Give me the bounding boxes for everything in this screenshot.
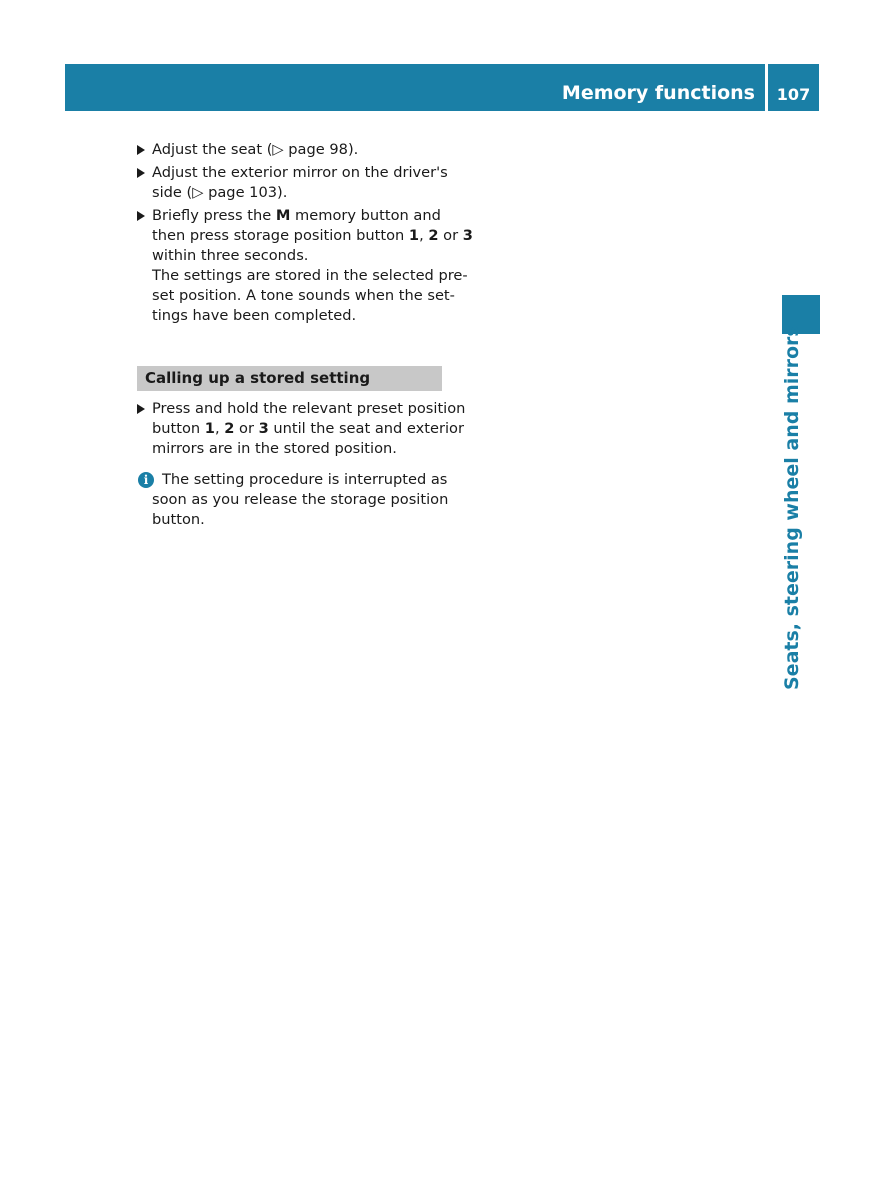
- position-key-1: 1: [408, 227, 420, 244]
- position-key-1: 1: [204, 420, 215, 437]
- section-heading: Calling up a stored setting: [137, 366, 442, 391]
- step-text: button 1, 2 or 3 until the seat and exterior: [152, 420, 464, 437]
- step-arrow-icon: [137, 211, 145, 221]
- step-text: then press storage position button 1, 2 or 3: [152, 227, 473, 244]
- step-text: Adjust the seat (▷ page 98).: [152, 141, 359, 158]
- page-number: 107: [776, 85, 811, 104]
- info-text: button.: [152, 511, 205, 528]
- info-icon: i: [138, 472, 154, 488]
- step-text: Adjust the exterior mirror on the driver's: [152, 164, 448, 181]
- step-text: within three seconds.: [152, 247, 309, 264]
- page-title: Memory functions: [561, 82, 755, 104]
- main-content: [137, 140, 473, 530]
- info-note: [137, 470, 447, 530]
- step-item: [137, 163, 447, 203]
- step-result-text: The settings are stored in the selected pre-: [152, 267, 468, 284]
- step-result-text: tings have been completed.: [152, 307, 357, 324]
- step-result-text: set position. A tone sounds when the set-: [152, 287, 455, 304]
- position-key-2: 2: [428, 227, 439, 244]
- step-item: [137, 206, 473, 326]
- step-arrow-icon: [137, 404, 145, 414]
- step-text: Briefly press the M memory button and: [152, 207, 441, 224]
- info-text: The setting procedure is interrupted as: [162, 471, 448, 488]
- step-arrow-icon: [137, 168, 145, 178]
- position-key-2: 2: [224, 420, 235, 437]
- memory-button-key: M: [275, 207, 291, 224]
- header-bar: [65, 64, 819, 111]
- step-text: mirrors are in the stored position.: [152, 440, 397, 457]
- position-key-3: 3: [258, 420, 269, 437]
- step-text: Press and hold the relevant preset position: [152, 400, 466, 417]
- step-arrow-icon: [137, 145, 145, 155]
- step-item: [137, 399, 466, 459]
- position-key-3: 3: [462, 227, 473, 244]
- info-text: soon as you release the storage position: [152, 491, 449, 508]
- step-item: [137, 140, 447, 160]
- step-text: side (▷ page 103).: [152, 184, 288, 201]
- chapter-label: Seats, steering wheel and mirrors: [781, 325, 803, 690]
